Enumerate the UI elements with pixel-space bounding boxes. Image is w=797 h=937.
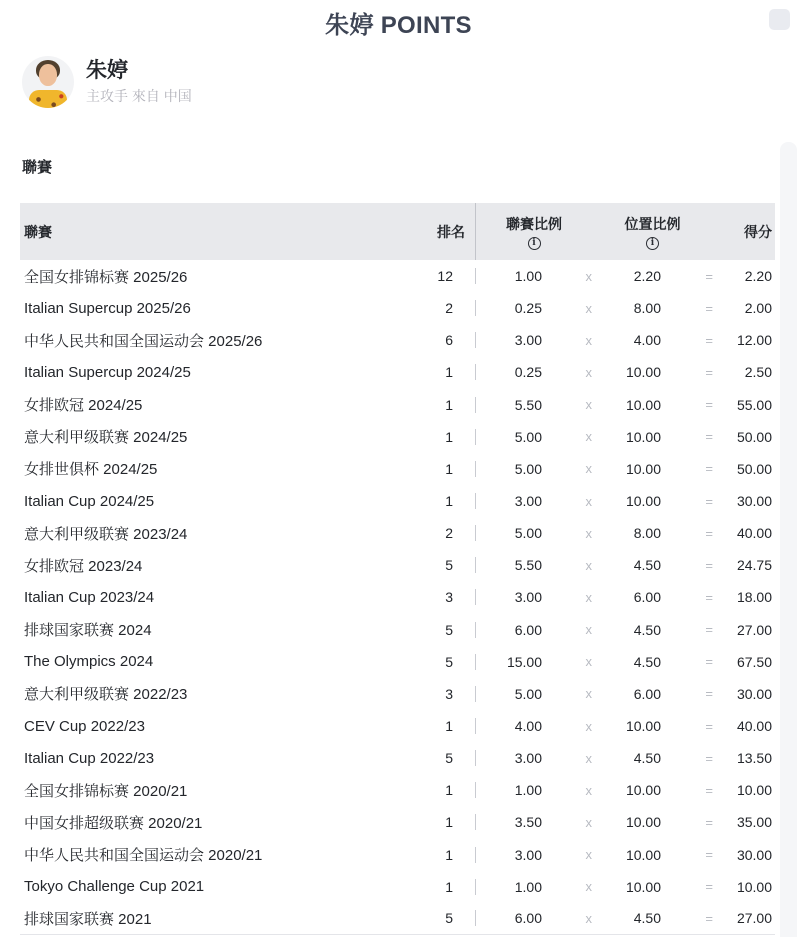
position-ratio-value: 6.00 [633,589,661,606]
position-ratio-value: 10.00 [625,428,661,445]
equals-symbol: = [705,397,713,413]
table-row[interactable] [20,742,775,774]
page-title: 朱婷 POINTS [325,12,472,39]
position-ratio-value: 10.00 [625,460,661,477]
multiply-symbol: x [585,268,592,284]
rank-value: 1 [445,364,453,381]
league-name: CEV Cup 2022/23 [24,717,145,735]
league-ratio-value: 0.25 [475,300,542,316]
table-header-row [20,203,775,260]
position-ratio-value: 10.00 [625,493,661,510]
column-header-rank: 排名 [437,223,465,240]
section-title-leagues: 聯賽 [22,159,53,176]
points-value: 2.20 [744,268,772,285]
league-ratio-value: 6.00 [475,622,542,638]
multiply-symbol: x [585,814,592,830]
rank-value: 3 [445,685,453,702]
rank-value: 1 [445,814,453,831]
table-row[interactable] [20,260,775,292]
rank-value: 12 [437,268,453,285]
table-row[interactable] [20,774,775,806]
league-name: 全国女排锦标赛 2020/21 [24,782,188,800]
multiply-symbol: x [585,332,592,348]
league-name: Tokyo Challenge Cup 2021 [24,878,205,896]
league-name: 中华人民共和国全国运动会 2025/26 [24,332,263,350]
equals-symbol: = [705,332,713,348]
league-ratio-value: 3.00 [475,847,542,863]
equals-symbol: = [705,782,713,798]
league-name: 女排世俱杯 2024/25 [24,461,158,479]
table-row[interactable] [20,292,775,324]
league-ratio-value: 3.00 [475,493,542,509]
position-ratio-value: 4.50 [633,910,661,927]
equals-symbol: = [705,686,713,702]
equals-symbol: = [705,910,713,926]
multiply-symbol: x [585,718,592,734]
table-row[interactable] [20,356,775,388]
league-ratio-value: 1.00 [475,879,542,895]
rank-value: 1 [445,396,453,413]
equals-symbol: = [705,429,713,445]
position-ratio-value: 4.50 [633,621,661,638]
position-ratio-value: 6.00 [633,685,661,702]
league-name: Italian Cup 2022/23 [24,749,155,767]
player-profile [22,56,192,108]
league-name: 女排欧冠 2024/25 [24,397,143,415]
position-ratio-value: 10.00 [625,814,661,831]
rank-value: 2 [445,300,453,317]
equals-symbol: = [705,622,713,638]
points-value: 2.00 [744,300,772,317]
league-name: 排球国家联赛 2021 [24,910,152,928]
rank-value: 5 [445,653,453,670]
league-name: 女排欧冠 2023/24 [24,557,143,575]
points-value: 30.00 [736,493,772,510]
column-header-points: 得分 [744,223,772,240]
points-value: 24.75 [736,557,772,574]
league-name: 意大利甲级联赛 2024/25 [24,429,188,447]
league-ratio-value: 5.00 [475,525,542,541]
league-name: 中华人民共和国全国运动会 2020/21 [24,847,263,865]
table-row[interactable] [20,421,775,453]
league-ratio-value: 6.00 [475,910,542,926]
multiply-symbol: x [585,364,592,380]
table-row[interactable] [20,389,775,421]
equals-symbol: = [705,879,713,895]
league-ratio-value: 3.00 [475,750,542,766]
equals-symbol: = [705,589,713,605]
table-row[interactable] [20,646,775,678]
points-value: 55.00 [736,396,772,413]
equals-symbol: = [705,750,713,766]
league-name: Italian Supercup 2024/25 [24,363,191,381]
player-avatar [22,56,74,108]
scrollbar[interactable] [780,142,797,937]
league-points-table [20,203,775,935]
column-header-position-ratio: 位置比例 i [624,215,681,248]
table-row[interactable] [20,871,775,903]
rank-value: 1 [445,460,453,477]
points-value: 13.50 [736,750,772,767]
points-value: 40.00 [736,718,772,735]
points-value: 2.50 [744,364,772,381]
multiply-symbol: x [585,557,592,573]
league-ratio-value: 5.50 [475,557,542,573]
equals-symbol: = [705,364,713,380]
rank-value: 5 [445,910,453,927]
table-body [20,260,775,935]
equals-symbol: = [705,654,713,670]
table-row[interactable] [20,485,775,517]
rank-value: 1 [445,846,453,863]
column-header-league: 聯賽 [24,223,52,240]
league-name: 中国女排超级联赛 2020/21 [24,814,203,832]
table-row[interactable] [20,806,775,838]
multiply-symbol: x [585,879,592,895]
multiply-symbol: x [585,429,592,445]
column-header-league-ratio: 聯賽比例 i [475,203,592,260]
multiply-symbol: x [585,461,592,477]
rank-value: 3 [445,589,453,606]
equals-symbol: = [705,557,713,573]
equals-symbol: = [705,300,713,316]
multiply-symbol: x [585,654,592,670]
points-value: 27.00 [736,910,772,927]
table-row[interactable] [20,324,775,356]
multiply-symbol: x [585,493,592,509]
multiply-symbol: x [585,782,592,798]
equals-symbol: = [705,493,713,509]
rank-value: 5 [445,557,453,574]
avatar-face [39,64,57,86]
player-name: 朱婷 [86,59,128,82]
position-ratio-value: 10.00 [625,782,661,799]
points-value: 10.00 [736,878,772,895]
league-ratio-value: 1.00 [475,782,542,798]
league-ratio-value: 4.00 [475,718,542,734]
points-value: 10.00 [736,782,772,799]
equals-symbol: = [705,814,713,830]
equals-symbol: = [705,847,713,863]
rank-value: 1 [445,493,453,510]
multiply-symbol: x [585,622,592,638]
points-value: 30.00 [736,846,772,863]
points-value: 67.50 [736,653,772,670]
league-ratio-value: 5.50 [475,397,542,413]
league-ratio-value: 0.25 [475,364,542,380]
table-row[interactable] [20,614,775,646]
multiply-symbol: x [585,525,592,541]
league-ratio-value: 1.00 [475,268,542,284]
position-ratio-value: 8.00 [633,525,661,542]
equals-symbol: = [705,718,713,734]
position-ratio-value: 10.00 [625,396,661,413]
multiply-symbol: x [585,750,592,766]
table-row[interactable] [20,581,775,613]
rank-value: 5 [445,621,453,638]
position-ratio-value: 2.20 [633,268,661,285]
league-name: Italian Cup 2023/24 [24,588,155,606]
panel-action-button[interactable] [769,9,790,30]
equals-symbol: = [705,525,713,541]
equals-symbol: = [705,461,713,477]
table-row[interactable] [20,710,775,742]
points-value: 27.00 [736,621,772,638]
rank-value: 5 [445,750,453,767]
position-ratio-value: 4.50 [633,653,661,670]
league-name: 意大利甲级联赛 2022/23 [24,686,188,704]
rank-value: 1 [445,428,453,445]
points-value: 50.00 [736,428,772,445]
points-value: 12.00 [736,332,772,349]
multiply-symbol: x [585,397,592,413]
league-name: The Olympics 2024 [24,653,154,671]
league-name: 全国女排锦标赛 2025/26 [24,268,188,286]
rank-value: 1 [445,718,453,735]
league-ratio-value: 15.00 [475,654,542,670]
rank-value: 1 [445,878,453,895]
position-ratio-value: 10.00 [625,846,661,863]
table-row[interactable] [20,549,775,581]
table-row[interactable] [20,517,775,549]
position-ratio-value: 4.50 [633,557,661,574]
points-value: 18.00 [736,589,772,606]
info-icon[interactable]: i [646,237,659,250]
position-ratio-value: 4.50 [633,750,661,767]
rank-value: 6 [445,332,453,349]
multiply-symbol: x [585,847,592,863]
position-ratio-value: 8.00 [633,300,661,317]
league-ratio-value: 5.00 [475,686,542,702]
league-ratio-value: 5.00 [475,429,542,445]
league-ratio-value: 3.00 [475,589,542,605]
league-name: 意大利甲级联赛 2023/24 [24,525,188,543]
position-ratio-value: 10.00 [625,878,661,895]
table-row[interactable] [20,903,775,935]
league-name: 排球国家联赛 2024 [24,622,152,640]
points-value: 35.00 [736,814,772,831]
position-ratio-value: 10.00 [625,718,661,735]
league-name: Italian Cup 2024/25 [24,492,155,510]
table-row[interactable] [20,453,775,485]
league-ratio-value: 3.50 [475,814,542,830]
rank-value: 1 [445,782,453,799]
league-name: Italian Supercup 2025/26 [24,299,191,317]
info-icon[interactable]: i [528,237,541,250]
multiply-symbol: x [585,686,592,702]
league-ratio-value: 3.00 [475,332,542,348]
league-ratio-value: 5.00 [475,461,542,477]
points-value: 50.00 [736,460,772,477]
rank-value: 2 [445,525,453,542]
table-row[interactable] [20,678,775,710]
avatar-jersey [29,90,67,108]
equals-symbol: = [705,268,713,284]
player-subtitle: 主攻手 來自 中国 [86,88,192,104]
points-value: 30.00 [736,685,772,702]
position-ratio-value: 10.00 [625,364,661,381]
table-row[interactable] [20,839,775,871]
multiply-symbol: x [585,589,592,605]
multiply-symbol: x [585,910,592,926]
multiply-symbol: x [585,300,592,316]
points-value: 40.00 [736,525,772,542]
position-ratio-value: 4.00 [633,332,661,349]
